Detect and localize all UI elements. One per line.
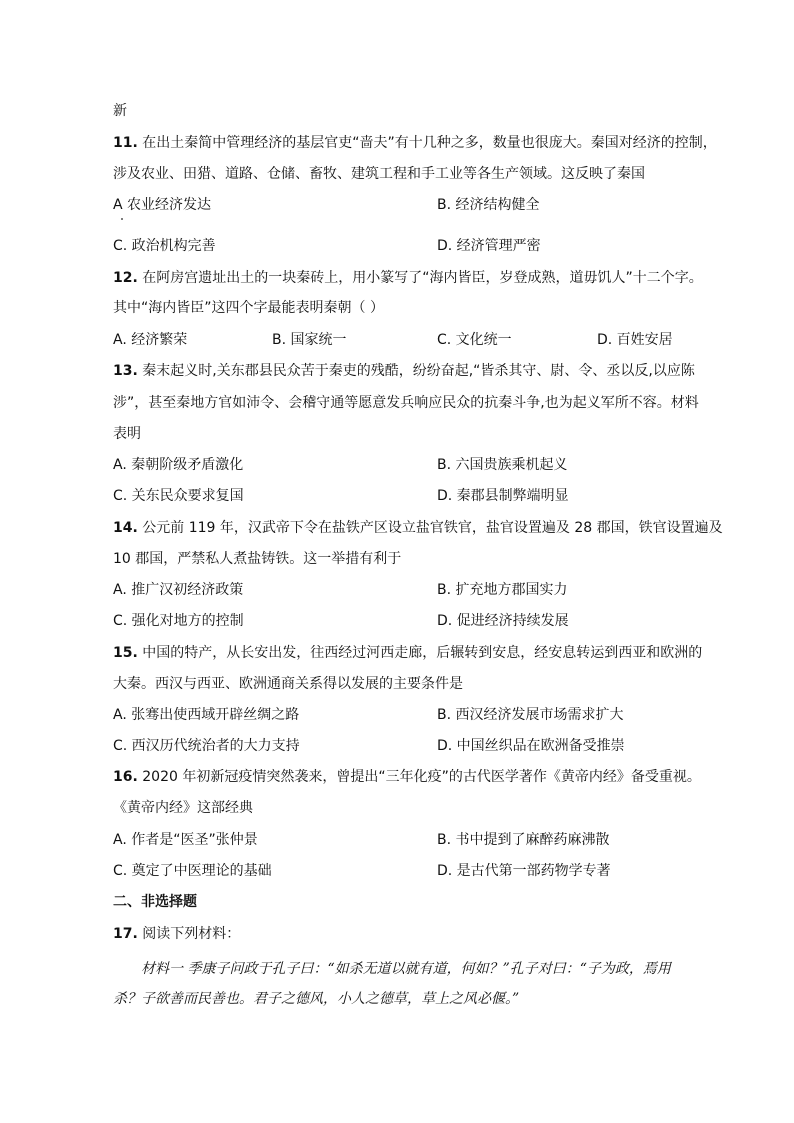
question-16-text-2: 《黄帝内经》这部经典: [113, 800, 253, 816]
question-12-line-1: [113, 268, 703, 288]
question-17-text: 阅读下列材料：: [142, 926, 241, 942]
q14-option-c[interactable]: C. 强化对地方的控制: [113, 613, 244, 629]
question-17-number: 17.: [113, 926, 138, 942]
question-13-line-1: [113, 361, 695, 381]
question-14-text-1: 公元前 119 年，汉武帝下令在盐铁产区设立盐官铁官，盐官设置遍及 28 郡国，铁官设置遍及: [142, 520, 723, 536]
stray-dot: [121, 218, 123, 220]
material-1-line-2: 杀？子欲善而民善也。君子之德风，小人之德草，草上之风必偃。”: [113, 991, 520, 1007]
question-12-text-1: 在阿房宫遗址出土的一块秦砖上，用小篆写了“海内皆臣，岁登成熟，道毋饥人”十二个字。: [142, 270, 703, 286]
q12-option-c[interactable]: C. 文化统一: [437, 332, 512, 348]
question-12-text-2: 其中“海内皆臣”这四个字最能表明秦朝（ ）: [113, 300, 384, 316]
top-fragment: 新: [113, 103, 127, 119]
section-two-heading: 二、非选择题: [113, 894, 197, 910]
q15-option-d[interactable]: D. 中国丝织品在欧洲备受推崇: [437, 738, 625, 754]
question-13-number: 13.: [113, 363, 138, 379]
q16-option-d[interactable]: D. 是古代第一部药物学专著: [437, 863, 611, 879]
q11-option-c[interactable]: C. 政治机构完善: [113, 238, 216, 254]
question-16-number: 16.: [113, 769, 138, 785]
question-11-text-1: 在出土秦简中管理经济的基层官吏“啬夫”有十几种之多，数量也很庞大。秦国对经济的控制，: [142, 135, 717, 151]
question-13-text-1: 秦末起义时,关东郡县民众苦于秦吏的残酷，纷纷奋起,“皆杀其守、尉、令、丞以反,以应陈: [142, 363, 695, 379]
question-11-text-2: 涉及农业、田猎、道路、仓储、畜牧、建筑工程和手工业等各生产领域。这反映了秦国: [113, 166, 645, 182]
q11-option-a[interactable]: A 农业经济发达: [113, 197, 212, 213]
question-17-line: [113, 924, 240, 944]
question-14-number: 14.: [113, 520, 138, 536]
question-15-text-2: 大秦。西汉与西亚、欧洲通商关系得以发展的主要条件是: [113, 676, 463, 692]
question-14-line-1: [113, 518, 723, 538]
question-15-text-1: 中国的特产，从长安出发，往西经过河西走廊，后辗转到安息，经安息转运到西亚和欧洲的: [142, 645, 703, 661]
q13-option-d[interactable]: D. 秦郡县制弊端明显: [437, 488, 569, 504]
question-13-text-3: 表明: [113, 426, 141, 442]
question-16-text-1: 2020 年初新冠疫情突然袭来，曾提出“三年化疫”的古代医学著作《黄帝内经》备受重视。: [142, 769, 701, 785]
q11-option-d[interactable]: D. 经济管理严密: [437, 238, 541, 254]
q11-option-b[interactable]: B. 经济结构健全: [437, 197, 540, 213]
q12-option-d[interactable]: D. 百姓安居: [597, 332, 673, 348]
q15-option-c[interactable]: C. 西汉历代统治者的大力支持: [113, 738, 300, 754]
q12-option-a[interactable]: A. 经济繁荣: [113, 332, 188, 348]
question-11-line-1: [113, 133, 717, 153]
question-14-text-2: 10 郡国，严禁私人煮盐铸铁。这一举措有利于: [113, 551, 402, 567]
q15-option-b[interactable]: B. 西汉经济发展市场需求扩大: [437, 707, 624, 723]
q14-option-d[interactable]: D. 促进经济持续发展: [437, 613, 569, 629]
question-12-number: 12.: [113, 270, 138, 286]
q13-option-b[interactable]: B. 六国贵族乘机起义: [437, 457, 568, 473]
q14-option-a[interactable]: A. 推广汉初经济政策: [113, 582, 244, 598]
q15-option-a[interactable]: A. 张骞出使西域开辟丝绸之路: [113, 707, 300, 723]
q13-option-a[interactable]: A. 秦朝阶级矛盾激化: [113, 457, 244, 473]
q12-option-b[interactable]: B. 国家统一: [272, 332, 347, 348]
q16-option-b[interactable]: B. 书中提到了麻醉药麻沸散: [437, 832, 610, 848]
question-15-number: 15.: [113, 645, 138, 661]
q16-option-c[interactable]: C. 奠定了中医理论的基础: [113, 863, 272, 879]
q14-option-b[interactable]: B. 扩充地方郡国实力: [437, 582, 568, 598]
question-11-number: 11.: [113, 135, 138, 151]
question-16-line-1: [113, 767, 701, 787]
q16-option-a[interactable]: A. 作者是“医圣”张仲景: [113, 832, 258, 848]
question-15-line-1: [113, 643, 702, 663]
q13-option-c[interactable]: C. 关东民众要求复国: [113, 488, 244, 504]
question-13-text-2: 涉”，甚至秦地方官如沛令、会稽守通等愿意发兵响应民众的抗秦斗争,也为起义军所不容。材料: [113, 395, 699, 411]
material-1-line-1: 材料一 季康子问政于孔子曰：“如杀无道以就有道，何如？”孔子对曰：“子为政，焉用: [141, 961, 671, 977]
